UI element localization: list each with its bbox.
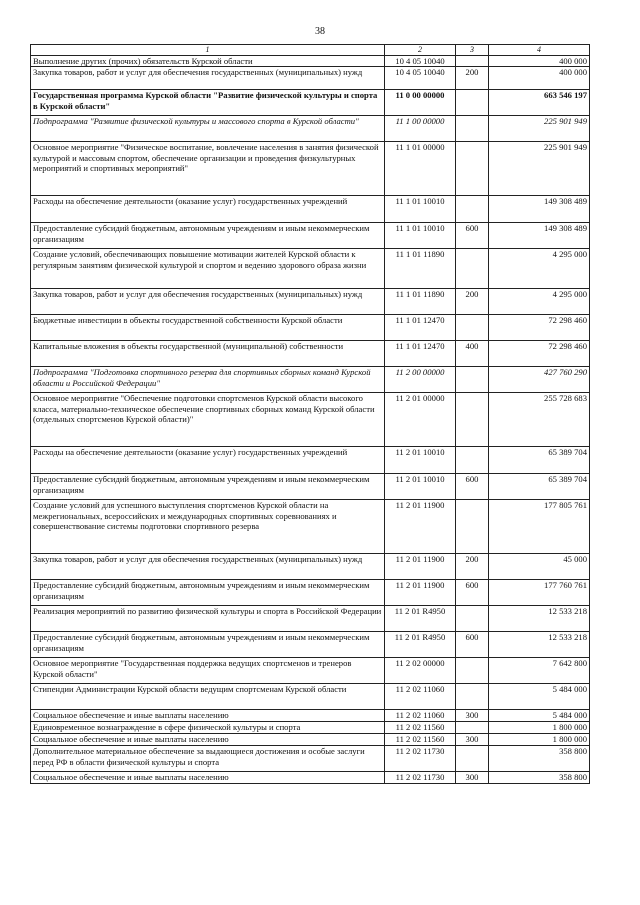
row-code: 10 4 05 10040 — [385, 67, 456, 90]
row-name: Создание условий, обеспечивающих повышение мотивации жителей Курской области к регулярным занятиям физической культурой и спортом и ведению здорового образа жизни — [31, 249, 385, 289]
row-code: 11 2 02 00000 — [385, 658, 456, 684]
column-header-code: 2 — [385, 45, 456, 56]
row-code: 11 1 01 10010 — [385, 196, 456, 223]
row-name: Основное мероприятие "Обеспечение подготовки спортсменов Курской области высокого класса, материально-техническое обеспечение спортивных сборных команд Курской области (отдельных спортсменов Курской области)" — [31, 393, 385, 447]
column-header-amount: 4 — [489, 45, 590, 56]
row-name: Подпрограмма "Подготовка спортивного резерва для спортивных сборных команд Курской области и Российской Федерации" — [31, 367, 385, 393]
row-name: Предоставление субсидий бюджетным, автономным учреждениям и иным некоммерческим организациям — [31, 474, 385, 500]
row-amount: 427 760 290 — [489, 367, 590, 393]
row-name: Дополнительное материальное обеспечение за выдающиеся достижения и особые заслуги перед РФ в области физической культуры и спорта — [31, 746, 385, 772]
row-amount: 65 389 704 — [489, 474, 590, 500]
row-name: Реализация мероприятий по развитию физической культуры и спорта в Российской Федерации — [31, 606, 385, 632]
row-amount: 5 484 000 — [489, 684, 590, 710]
row-amount: 1 800 000 — [489, 734, 590, 746]
row-amount: 72 298 460 — [489, 341, 590, 367]
table-body — [31, 56, 590, 784]
row-expense-type — [456, 90, 489, 116]
row-amount: 45 000 — [489, 554, 590, 580]
row-amount: 72 298 460 — [489, 315, 590, 341]
row-code: 11 1 01 11890 — [385, 249, 456, 289]
row-name: Предоставление субсидий бюджетным, автономным учреждениям и иным некоммерческим организациям — [31, 632, 385, 658]
row-code: 11 2 00 00000 — [385, 367, 456, 393]
row-code: 11 1 01 12470 — [385, 341, 456, 367]
row-name: Закупка товаров, работ и услуг для обеспечения государственных (муниципальных) нужд — [31, 67, 385, 90]
row-name: Основное мероприятие "Государственная поддержка ведущих спортсменов и тренеров Курской области" — [31, 658, 385, 684]
table-row — [31, 658, 590, 684]
row-expense-type — [456, 658, 489, 684]
row-expense-type — [456, 393, 489, 447]
row-amount: 177 760 761 — [489, 580, 590, 606]
row-code: 11 2 01 10010 — [385, 447, 456, 474]
row-amount: 12 533 218 — [489, 632, 590, 658]
table-row — [31, 67, 590, 90]
table-row — [31, 474, 590, 500]
row-expense-type — [456, 315, 489, 341]
row-amount: 4 295 000 — [489, 289, 590, 315]
row-expense-type — [456, 249, 489, 289]
row-code: 10 4 05 10040 — [385, 56, 456, 67]
row-amount: 255 728 683 — [489, 393, 590, 447]
table-row — [31, 606, 590, 632]
row-expense-type — [456, 746, 489, 772]
table-row — [31, 341, 590, 367]
table-row — [31, 772, 590, 784]
row-code: 11 2 01 10010 — [385, 474, 456, 500]
row-amount: 149 308 489 — [489, 223, 590, 249]
table-row — [31, 249, 590, 289]
row-name: Бюджетные инвестиции в объекты государственной собственности Курской области — [31, 315, 385, 341]
row-name: Капитальные вложения в объекты государственной (муниципальной) собственности — [31, 341, 385, 367]
row-code: 11 0 00 00000 — [385, 90, 456, 116]
budget-table — [30, 44, 590, 784]
row-code: 11 2 02 11560 — [385, 722, 456, 734]
row-name: Расходы на обеспечение деятельности (оказание услуг) государственных учреждений — [31, 196, 385, 223]
row-expense-type: 200 — [456, 554, 489, 580]
row-expense-type: 400 — [456, 341, 489, 367]
table-row — [31, 223, 590, 249]
row-expense-type — [456, 142, 489, 196]
row-amount: 7 642 800 — [489, 658, 590, 684]
row-expense-type: 200 — [456, 67, 489, 90]
row-expense-type — [456, 606, 489, 632]
row-name: Единовременное вознаграждение в сфере физической культуры и спорта — [31, 722, 385, 734]
table-row — [31, 734, 590, 746]
table-row — [31, 500, 590, 554]
row-code: 11 2 02 11730 — [385, 772, 456, 784]
row-name: Социальное обеспечение и иные выплаты населению — [31, 734, 385, 746]
table-row — [31, 142, 590, 196]
row-name: Предоставление субсидий бюджетным, автономным учреждениям и иным некоммерческим организациям — [31, 223, 385, 249]
row-code: 11 1 01 10010 — [385, 223, 456, 249]
row-expense-type — [456, 196, 489, 223]
row-expense-type: 600 — [456, 474, 489, 500]
row-code: 11 1 01 11890 — [385, 289, 456, 315]
row-amount: 358 800 — [489, 772, 590, 784]
row-expense-type — [456, 367, 489, 393]
page-number: 38 — [315, 26, 325, 37]
column-header-name: 1 — [31, 45, 385, 56]
table-row — [31, 90, 590, 116]
table-row — [31, 393, 590, 447]
row-code: 11 1 01 00000 — [385, 142, 456, 196]
table-row — [31, 710, 590, 722]
row-name: Закупка товаров, работ и услуг для обеспечения государственных (муниципальных) нужд — [31, 289, 385, 315]
row-amount: 5 484 000 — [489, 710, 590, 722]
row-expense-type: 600 — [456, 632, 489, 658]
table-row — [31, 554, 590, 580]
row-expense-type — [456, 500, 489, 554]
table-row — [31, 116, 590, 142]
row-name: Основное мероприятие "Физическое воспитание, вовлечение населения в занятия физической культурой и массовым спортом, обеспечение организации и проведения физкультурных мероприятий и спортивных мероприятий" — [31, 142, 385, 196]
row-name: Предоставление субсидий бюджетным, автономным учреждениям и иным некоммерческим организациям — [31, 580, 385, 606]
table-row — [31, 289, 590, 315]
row-code: 11 2 02 11060 — [385, 710, 456, 722]
row-expense-type: 600 — [456, 223, 489, 249]
row-code: 11 2 01 R4950 — [385, 632, 456, 658]
row-code: 11 2 01 R4950 — [385, 606, 456, 632]
table-row — [31, 580, 590, 606]
row-code: 11 2 02 11730 — [385, 746, 456, 772]
row-name: Расходы на обеспечение деятельности (оказание услуг) государственных учреждений — [31, 447, 385, 474]
row-name: Закупка товаров, работ и услуг для обеспечения государственных (муниципальных) нужд — [31, 554, 385, 580]
row-code: 11 2 01 11900 — [385, 580, 456, 606]
row-name: Социальное обеспечение и иные выплаты населению — [31, 710, 385, 722]
row-expense-type: 200 — [456, 289, 489, 315]
row-expense-type: 300 — [456, 772, 489, 784]
column-header-row — [31, 45, 590, 56]
table-row — [31, 447, 590, 474]
table-row — [31, 56, 590, 67]
row-amount: 225 901 949 — [489, 116, 590, 142]
row-name: Выполнение других (прочих) обязательств Курской области — [31, 56, 385, 67]
row-code: 11 2 01 11900 — [385, 554, 456, 580]
row-code: 11 1 01 12470 — [385, 315, 456, 341]
row-code: 11 1 00 00000 — [385, 116, 456, 142]
row-expense-type — [456, 722, 489, 734]
row-name: Подпрограмма "Развитие физической культуры и массового спорта в Курской области" — [31, 116, 385, 142]
row-name: Социальное обеспечение и иные выплаты населению — [31, 772, 385, 784]
row-amount: 400 000 — [489, 67, 590, 90]
row-expense-type: 600 — [456, 580, 489, 606]
row-amount: 1 800 000 — [489, 722, 590, 734]
row-expense-type — [456, 56, 489, 67]
row-amount: 4 295 000 — [489, 249, 590, 289]
table-row — [31, 315, 590, 341]
row-amount: 663 546 197 — [489, 90, 590, 116]
table-row — [31, 684, 590, 710]
column-header-vr: 3 — [456, 45, 489, 56]
row-name: Государственная программа Курской области "Развитие физической культуры и спорта в Курской области" — [31, 90, 385, 116]
row-amount: 149 308 489 — [489, 196, 590, 223]
row-code: 11 2 02 11060 — [385, 684, 456, 710]
row-code: 11 2 01 11900 — [385, 500, 456, 554]
row-name: Стипендии Администрации Курской области ведущим спортсменам Курской области — [31, 684, 385, 710]
row-amount: 65 389 704 — [489, 447, 590, 474]
row-expense-type — [456, 447, 489, 474]
table-row — [31, 196, 590, 223]
row-name: Создание условий для успешного выступления спортсменов Курской области на межрегиональных, всероссийских и международных спортивных соревнованиях и совершенствование системы подготовки спортивного резерва — [31, 500, 385, 554]
row-expense-type — [456, 684, 489, 710]
row-code: 11 2 02 11560 — [385, 734, 456, 746]
row-expense-type: 300 — [456, 710, 489, 722]
row-amount: 12 533 218 — [489, 606, 590, 632]
row-amount: 358 800 — [489, 746, 590, 772]
table-row — [31, 722, 590, 734]
row-amount: 177 805 761 — [489, 500, 590, 554]
row-expense-type — [456, 116, 489, 142]
table-row — [31, 632, 590, 658]
row-amount: 400 000 — [489, 56, 590, 67]
table-row — [31, 746, 590, 772]
row-code: 11 2 01 00000 — [385, 393, 456, 447]
row-amount: 225 901 949 — [489, 142, 590, 196]
table-row — [31, 367, 590, 393]
row-expense-type: 300 — [456, 734, 489, 746]
